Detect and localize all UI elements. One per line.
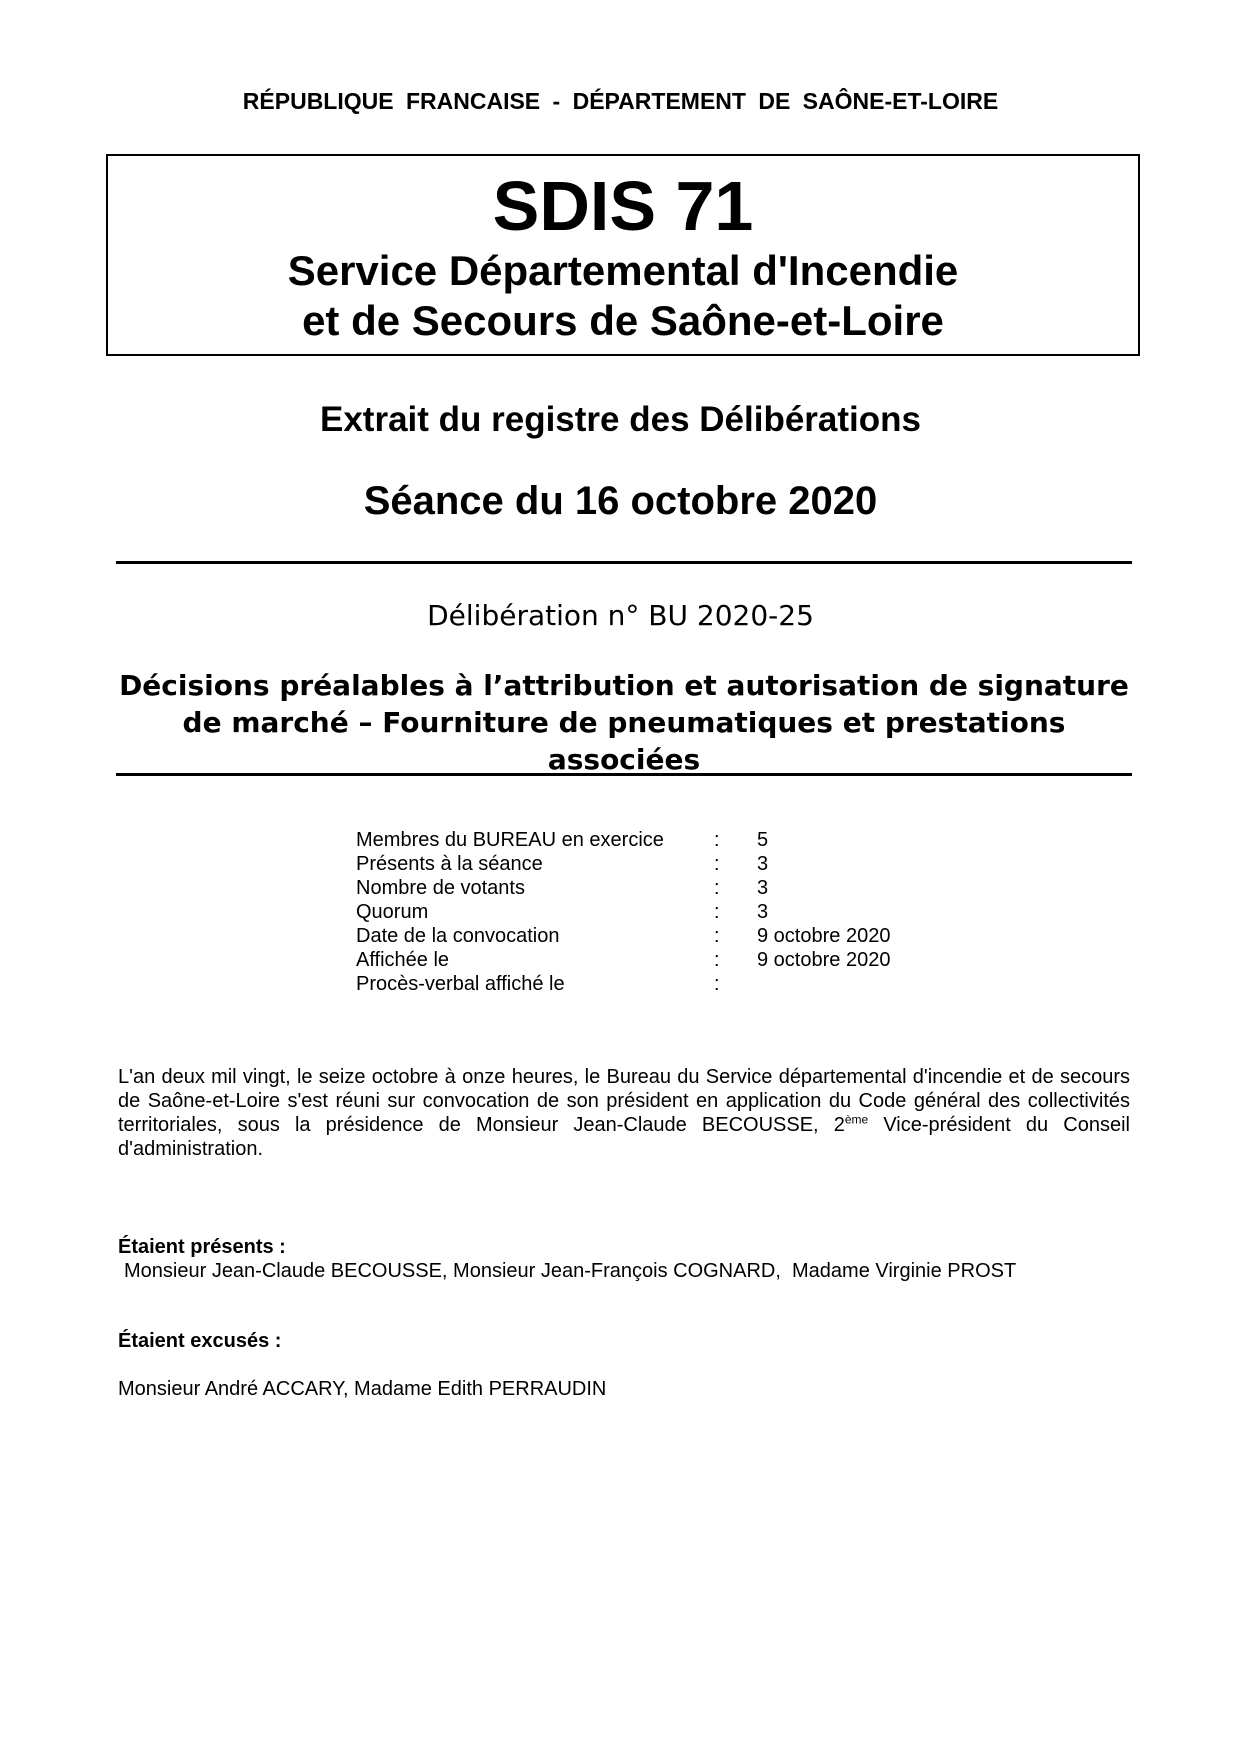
- meta-separator: :: [714, 925, 720, 947]
- divider-bottom: [116, 773, 1132, 776]
- divider-top: [116, 561, 1132, 564]
- meta-label: Affichée le: [356, 949, 450, 971]
- intro-paragraph: [118, 1065, 1130, 1161]
- meta-value: 3: [757, 877, 769, 899]
- title-box: [106, 154, 1140, 356]
- deliberation-number: Délibération n° BU 2020-25: [427, 599, 814, 632]
- register-extract-heading: Extrait du registre des Délibérations: [319, 400, 921, 439]
- meta-label: Procès-verbal affiché le: [356, 973, 565, 995]
- meta-value: 9 octobre 2020: [757, 925, 891, 947]
- present-heading: Étaient présents :: [118, 1236, 286, 1258]
- organization-name-line2: et de Secours de Saône-et-Loire: [302, 297, 944, 344]
- meta-label: Présents à la séance: [356, 853, 543, 875]
- session-date-heading: Séance du 16 octobre 2020: [363, 479, 878, 523]
- meta-label: Quorum: [356, 901, 429, 923]
- meta-value: 9 octobre 2020: [757, 949, 891, 971]
- organization-name-line1: Service Départemental d'Incendie: [287, 247, 959, 294]
- republic-header: RÉPUBLIQUE FRANCAISE - DÉPARTEMENT DE SAÔNE-ET-LOIRE: [242, 88, 999, 114]
- meta-value: 5: [757, 829, 769, 851]
- intro-text-end: Vice-président du Conseil d'administration.: [118, 1114, 1130, 1160]
- meta-separator: :: [714, 901, 720, 923]
- intro-superscript: ème: [844, 1112, 869, 1127]
- meta-separator: :: [714, 853, 720, 875]
- meta-separator: :: [714, 949, 720, 971]
- excused-names: Monsieur André ACCARY, Madame Edith PERRAUDIN: [118, 1378, 607, 1400]
- meta-label: Date de la convocation: [356, 925, 560, 947]
- page-title: SDIS 71: [492, 167, 754, 245]
- meta-separator: :: [714, 877, 720, 899]
- intro-text: L'an deux mil vingt, le seize octobre à onze heures, le Bureau du Service départemental d'incendie et de secours de Saône-et-Loire s'est réuni sur convocation de son président en application du Code général des collectivités territoriales, sous la présidence de Monsieur Jean-Claude BECOUSSE, 2: [118, 1066, 1130, 1136]
- meta-value: 3: [757, 853, 769, 875]
- meta-separator: :: [714, 973, 720, 995]
- meta-label: Membres du BUREAU en exercice: [356, 829, 664, 851]
- present-names: Monsieur Jean-Claude BECOUSSE, Monsieur Jean-François COGNARD, Madame Virginie PROST: [124, 1260, 1017, 1282]
- deliberation-title: Décisions préalables à l’attribution et autorisation de signature de marché – Fourniture de pneumatiques et prestations associées: [119, 669, 1129, 776]
- meta-separator: :: [714, 829, 720, 851]
- excused-heading: Étaient excusés :: [118, 1330, 282, 1352]
- meta-label: Nombre de votants: [356, 877, 525, 899]
- meta-value: 3: [757, 901, 769, 923]
